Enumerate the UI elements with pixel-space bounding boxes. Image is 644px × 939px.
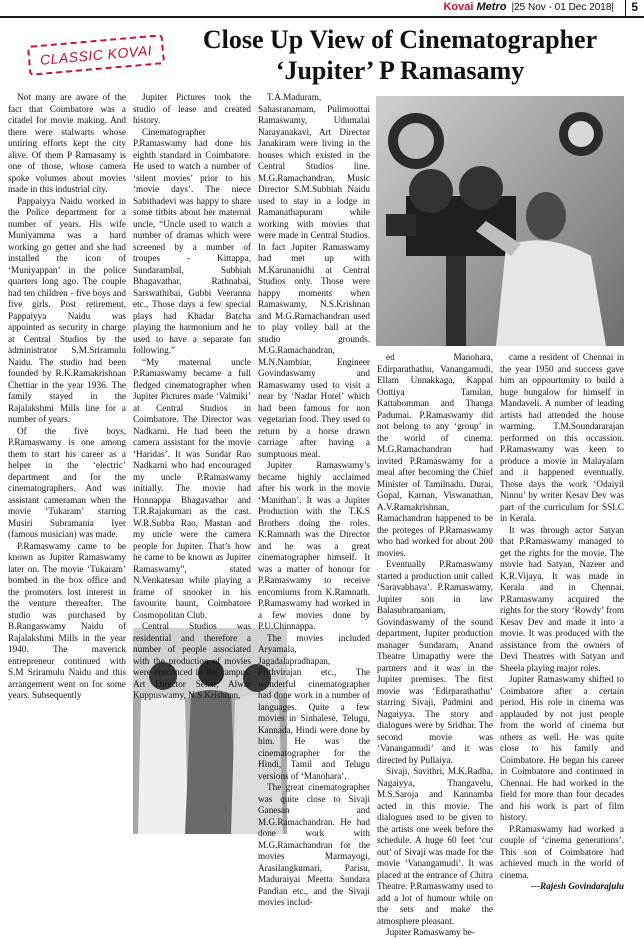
page-number: 5 xyxy=(631,0,638,14)
paragraph: Cinematographer P.Ramaswamy had done his eighth standard in Coimbatore. He used to watch a number of ‘silent movies’ prior to his ‘movie days’. The niece Sabithadevi was happy to share some titbits about her maternal uncle, “Uncle used to watch a number of dramas which were screened by a number of troupes - Kittappa, Sundarambal, Subbiah Bhagavathar, Rathnabai, Sarswathibai, Gubbi Veeranna etc., Those days a few special plays had Khadar Batcha playing the harmonium and he used to have a separate fan following.” xyxy=(133,126,251,355)
paragraph: Not many are aware of the fact that Coimbatore was a citadel for movie making. And there were stalwarts whose untiring efforts kept the city alive. Of them P Ramasamy is one of those, whose camera spoke volumes about movies made in this industrial city. xyxy=(8,92,126,194)
article-column-4 xyxy=(377,352,493,937)
paragraph: P.Ramaswamy came to be known as Jupiter Ramaswamy later on. The movie ‘Tukaram’ bombed in the box office and the promoters lost interest in the venture thereafter. The studio was purchased by B.Rangaswamy Naidu of Rajalakshmi Mills in the year 1940. The maverick entrepreneur continued with S.M Sriramulu Naidu and this arrangement went on for some years. Subsequently xyxy=(8,540,126,700)
article-column-5 xyxy=(500,352,624,891)
paragraph: “My maternal uncle P.Ramaswamy became a full fledged cinematographer when Jupiter Pictures made ‘Valmiki’ at Central Studios in Coimbatore. The Director was Nadkarni. He had been the camera assistant for the movie ‘Haridas’. It was Sundar Rao Nadkarni who had encouraged my uncle P.Ramaswamy initially. The movie had Honnappa Bhagavathar and T.R.Rajakumari as the cast. W.R.Subba Rao, Mastan and my uncle were the camera people for Jupiter. That’s how he came to be known as Jupiter Ramaswamy”, stated N.Venkatesan while playing a frame of snooker in his favourite haunt, Coimbatore Cosmopolitan Club. xyxy=(133,356,251,620)
paragraph: It was through actor Satyan that P.Ramaswamy managed to get the rights for the movie. The movie had Satyan, Nazeer and K.R.Vijaya. It was made in Kerala and in Chennai. P.Ramaswamy acquired the rights for the story ‘Rowdy’ from Kesav Dev and made it into a movie. It was produced with the assistance from the owners of Devi Theatres with Satyan and Sheela playing major roles. xyxy=(500,524,624,673)
issue-date: |25 Nov - 01 Dec 2018| xyxy=(511,2,614,13)
brand-sub: Metro xyxy=(476,1,507,13)
photo-cinematographer xyxy=(376,96,624,346)
paragraph: P.Ramaswamy had worked a couple of ‘cinema generations’. This son of Coimbatore had achieved much in the world of cinema. xyxy=(500,823,624,880)
byline: ---Rajesh Govindarajulu xyxy=(530,881,624,891)
paragraph: came a resident of Chennai in the year 1950 and success gave him an oppourtunity to build a huge bungalow for himself in Mandaveli. A number of leading artists had attended the house warming. T.M.Soundararajan performed on this occassion. P.Ramaswamy was keen to produce a movie in Malayalam and it happened eventually. Those days the work ‘Odaiyil Ninnu’ by writer Kesav Dev was part of the curriculum for SSLC in Kerala. xyxy=(500,352,624,523)
article-column-3 xyxy=(258,92,370,907)
paragraph: Jupiter Ramaswamy shifted to Coimbatore after a certain period. His role in cinema was applauded by not just people from the world of cinema but others as well. He was quite close to his family and Coimbatore. He began his career in Coimbatore and continued in Chennai. He had worked in the field for more than four decades and his work is part of film history. xyxy=(500,674,624,822)
paragraph: Central Studios was residential and therefore a number of people associated with the production of movies were ensconced in the campus. Art Director Sekar, Alwar Kuppuswamy, N.S.Krishnan, xyxy=(133,621,251,700)
header-rule xyxy=(0,16,644,18)
page-header xyxy=(0,0,644,18)
paragraph: Sivaji, Savithri, M.K.Radha, Nagaiyya, Thangavelu, M.S.Saroja and Kannamba acted in this movie. The dialogues used to be given to the artists one week before the schedule. A huge 60 feet ‘cut out’ of Sivaji was made for the movie ‘Vanangamudi’. It was placed at the entrance of Chitra Theatre. P.Ramaswamy used to add a lot of humour while on the sets and make the atmosphere pleasant. xyxy=(377,766,493,926)
paragraph: Of the five boys, P.Ramaswamy is one among them to start his career as a helper in the ‘electric’ department and for the cinematographers. And was assistant cameraman when the movie ‘Tukaram’ starring Musiri Subramania Iyer (famous musician) was made. xyxy=(8,425,126,539)
paragraph: The movies included Aryamala, Jagadalapradhapan, Prithvirajan etc., The wonderful cinematographer had done work in a number of languages. Quite a few movies in Sinhalese, Telugu, Kannada, Hindi were done by him. He was the cinematographer for the Hindi, Tamil and Telugu versions of ‘Manohara’. xyxy=(258,632,370,781)
article-column-2 xyxy=(133,92,251,700)
paragraph: Jupiter Ramaswamy’s became highly acclaimed after his work in the movie ‘Manithan’. It was a Jupiter Production with the T.K.S Brothers doing the roles. K.Ramnath was the Director and he was a great cinematographer himself. It was a matter of honour for P.Ramaswamy to receive encomiums from K.Ramnath. P.Ramaswamy had worked in a few movies done by P.U.Chinnappa. xyxy=(258,460,370,631)
paragraph: The great cinematographer was quite close to Sivaji Ganesan and M.G.Ramachandran. He had done work with M.G.Ramachandran for the movies Marmayogi, Arasilangkumari, Parisu, Maduraiyai Meetta Sundara Pandian etc., and the Sivaji movies includ- xyxy=(258,782,370,907)
paragraph: T.A.Maduram, Sahasranamam, Pulimoottai Ramaswamy, Udumalai Narayanakavi, Art Director Janakiram were living in the houses which existed in the Central Studios line. M.G.Ramachandran, Music Director S.M.Subbiah Naidu used to stay in a lodge in Ramanathapuram while working with movies that were made in Central Studios. In fact Jupiter Ramaswamy had met up with M.Karunanidhi at Central Studios only. Those were happy moments when Ramaswamy, N.S.Krishnan and M.G.Ramachandran used to play volley ball at the studio grounds. M.G.Ramachandran, M.N.Nambiar, Engineer Govindaswamy and Ramaswamy used to visit a near by ‘Nadar Hotel’ which had been famous for non vegetarian food. They used to return by a horse drawn carriage after having a sumptuous meal. xyxy=(258,92,370,459)
masthead xyxy=(443,1,614,13)
section-badge: CLASSIC KOVAI xyxy=(27,34,165,76)
paragraph: Eventually P.Ramaswamy started a production unit called ‘Saravabhava’. P.Ramaswamy, Jupiter son in law Balasubramaniam, Govindaswamy of the sound department, Jupiter production manager Sundaram, Anand Theatre Umapathy were the partners and it was in the Jupiter premises. The first movie was ‘Edirparathathu’ starring Sivaji, Padmini and Nagaiyya. The story and dialogues were by Sridhar. The second movie was ‘Vanangamudi’ and it was directed by Pullaiya. xyxy=(377,559,493,765)
article-column-1 xyxy=(8,92,126,836)
paragraph: Jupiter Ramaswamy be- xyxy=(386,927,475,937)
article-title: Close Up View of Cinematographer ‘Jupiter’ P Ramasamy xyxy=(202,25,598,85)
photo-cinematographer-image xyxy=(376,96,624,346)
paragraph: Pappaiyya Naidu worked in the Police department for a number of years. His wife Muniyamma was a hard working go getter and she had installed the icon of ‘Muniyappan’ in the police quarters long ago. The couple had ten children - five boys and five girls. Post retirement, Pappaiyya Naidu was appointed as security in charge at Central Studios by the administrator S.M.Sriramulu Naidu. The studio had been founded by R.K.Ramakrishnan Chettiar in the year 1936. The family stayed in the Rajalakshmi Mills line for a number of years. xyxy=(8,195,126,424)
header-separator xyxy=(625,0,626,16)
paragraph: ed Manohara, Edirparathathu, Vanangamudi, Ellam Unnakkaga, Kappal Oottiya Tamilan, Kattabomman and Thanga Padumai. P.Ramaswamy did not belong to any ‘group’ in the world of cinema. M.G.Ramachandran had invited P.Ramaswamy for a meal after becoming the Chief Minister of Tamilnadu. Durai, Gopal, Karnan, Viswanathan, A.V.Ramakrishnan, Ramachandran happened to be the proteges of P.Ramaswamy who had worked for about 200 movies. xyxy=(377,352,493,558)
brand-name: Kovai xyxy=(443,1,474,13)
paragraph: Jupiter Pictures took the studio of lease and created history. xyxy=(133,92,251,125)
